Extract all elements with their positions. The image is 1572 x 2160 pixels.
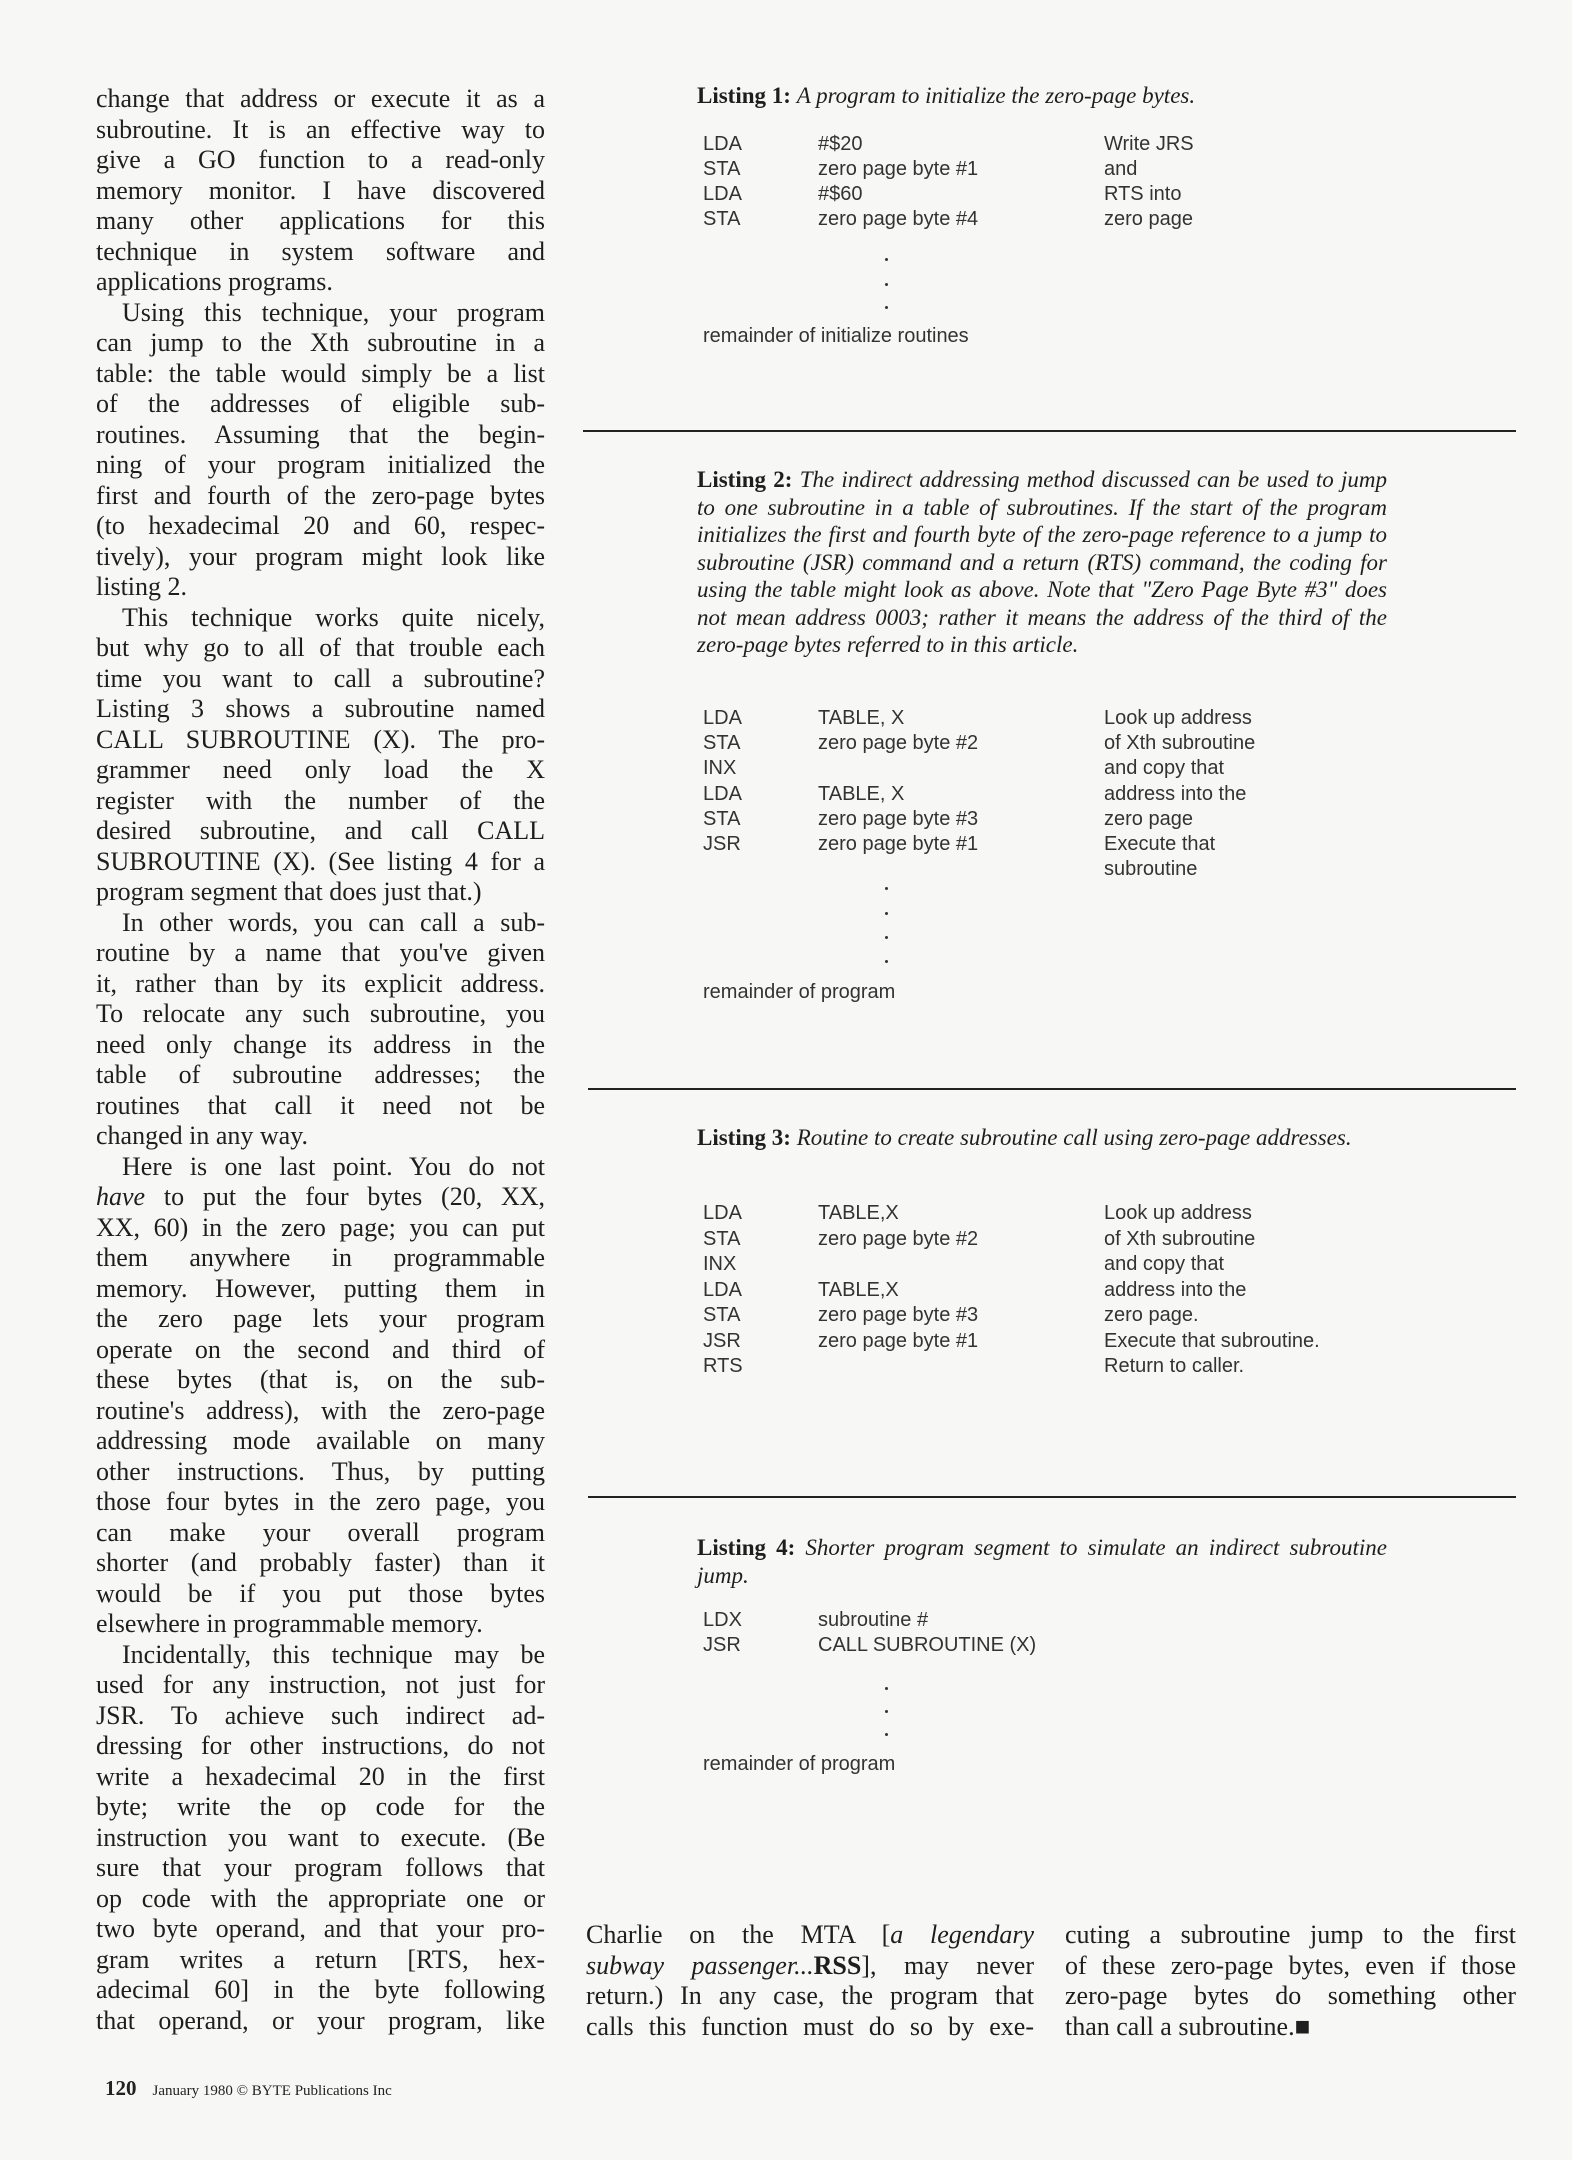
text-line	[96, 1579, 545, 1610]
text-segment: of these zero-page bytes, even if those	[1065, 1950, 1516, 1980]
ellipsis-dot	[885, 283, 888, 286]
text-segment: Charlie on the MTA [	[586, 1920, 891, 1949]
ellipsis-dot	[885, 960, 888, 963]
text-line	[96, 755, 545, 786]
code-comment: Return to caller.	[1104, 1355, 1245, 1377]
ellipsis-dot	[885, 912, 888, 915]
text-line	[96, 206, 545, 237]
bold-text: RSS	[813, 1950, 862, 1980]
text-line	[1065, 1951, 1516, 1982]
text-line	[96, 1762, 545, 1793]
text-segment: cuting a subroutine jump to the first	[1065, 1920, 1516, 1949]
text-line	[96, 908, 545, 939]
text-line	[96, 481, 545, 512]
code-mnemonic: STA	[703, 807, 741, 830]
text-line	[96, 725, 545, 756]
text-line	[96, 816, 545, 847]
divider-rule	[583, 430, 1516, 432]
text-segment: gram writes a return [RTS, hex-	[96, 1944, 545, 1974]
code-operand: #$20	[818, 133, 863, 155]
text-line	[96, 786, 545, 817]
text-line	[96, 664, 545, 695]
code-operand: TABLE, X	[818, 707, 905, 729]
code-comment: Write JRS	[1104, 133, 1194, 155]
text-segment: these bytes (that is, on the sub-	[96, 1365, 545, 1394]
text-line	[96, 1274, 545, 1305]
code-mnemonic: JSR	[703, 833, 741, 855]
text-segment: In other words, you can call a sub-	[122, 907, 545, 937]
text-line	[96, 1152, 545, 1183]
text-line	[1065, 1920, 1516, 1951]
text-segment: instruction you want to execute. (Be	[96, 1822, 545, 1852]
ellipsis-dot	[885, 258, 888, 261]
text-segment: Incidentally, this technique may be	[122, 1639, 545, 1669]
text-segment: can make your overall program	[96, 1517, 545, 1547]
text-line	[96, 359, 545, 390]
code-comment: address into the	[1104, 1278, 1247, 1301]
code-operand: zero page byte #4	[818, 208, 979, 230]
text-line	[96, 1701, 545, 1732]
text-line	[96, 1945, 545, 1976]
text-line	[96, 1396, 545, 1427]
copyright-credit: January 1980 © BYTE Publications Inc	[152, 2083, 392, 2099]
code-comment: address into the	[1104, 782, 1247, 805]
text-line	[586, 2012, 1034, 2043]
code-mnemonic: LDA	[703, 782, 742, 805]
page-number: 120	[105, 2076, 137, 2100]
text-line	[96, 450, 545, 481]
divider-rule	[588, 1088, 1516, 1090]
code-operand: #$60	[818, 183, 863, 205]
listing-caption-text: Routine to create subroutine call using zero-page addresses.	[796, 1125, 1352, 1150]
listing-remainder: remainder of program	[703, 1753, 896, 1775]
text-segment: two byte operand, and that your pro-	[96, 1914, 545, 1943]
text-segment: to put the four bytes (20, XX,	[145, 1182, 545, 1211]
ellipsis-dot	[885, 1733, 888, 1736]
listing-label: Listing 2:	[697, 467, 793, 492]
text-segment: them anywhere in programmable	[96, 1243, 545, 1272]
text-segment: those four bytes in the zero page, you	[96, 1487, 545, 1516]
text-segment: technique in system software and	[96, 236, 545, 266]
code-operand: CALL SUBROUTINE (X)	[818, 1634, 1037, 1656]
text-line	[96, 1091, 545, 1122]
text-line	[96, 511, 545, 542]
code-comment: subroutine	[1104, 858, 1198, 881]
text-segment: other instructions. Thus, by putting	[96, 1456, 545, 1486]
text-segment: write a hexadecimal 20 in the first	[96, 1761, 545, 1791]
text-line	[96, 1853, 545, 1884]
text-segment: used for any instruction, not just for	[96, 1670, 545, 1699]
text-segment: many other applications for this	[96, 206, 545, 235]
text-segment: can jump to the Xth subroutine in a	[96, 328, 545, 357]
text-line	[96, 1640, 545, 1671]
article-bottom-middle-column	[586, 1920, 1034, 2042]
text-segment: zero-page bytes do something other	[1065, 1981, 1516, 2010]
code-operand: zero page byte #2	[818, 732, 979, 755]
text-segment: grammer need only load the X	[96, 755, 545, 784]
text-segment: ning of your program initialized the	[96, 450, 545, 479]
text-line	[1065, 1981, 1516, 2012]
text-line	[96, 1609, 545, 1640]
code-comment: and	[1104, 158, 1138, 180]
code-mnemonic: JSR	[703, 1329, 741, 1352]
text-segment: give a GO function to a read-only	[96, 145, 545, 174]
code-operand: TABLE, X	[818, 782, 905, 805]
listing-remainder: remainder of program	[703, 981, 896, 1003]
text-line	[96, 298, 545, 329]
text-line	[96, 2006, 545, 2037]
code-operand: subroutine #	[818, 1609, 929, 1631]
code-comment: Execute that	[1104, 833, 1216, 855]
text-line	[586, 1920, 1034, 1951]
text-segment: This technique works quite nicely,	[122, 602, 545, 632]
text-segment: sure that your program follows that	[96, 1853, 545, 1882]
code-operand: zero page byte #2	[818, 1227, 979, 1250]
text-segment: changed in any way.	[96, 1121, 309, 1150]
text-line	[96, 1213, 545, 1244]
listing-caption	[697, 466, 1387, 659]
text-line	[96, 1548, 545, 1579]
text-segment: (to hexadecimal 20 and 60, respec-	[96, 511, 545, 540]
text-line	[96, 1030, 545, 1061]
article-left-column	[96, 84, 545, 2036]
text-line	[96, 176, 545, 207]
text-line	[96, 694, 545, 725]
text-segment: tively), your program might look like	[96, 541, 545, 571]
text-line	[96, 1914, 545, 1945]
text-line	[96, 999, 545, 1030]
text-segment: return.) In any case, the program that	[586, 1981, 1034, 2010]
code-mnemonic: LDA	[703, 1278, 742, 1301]
text-segment: To relocate any such subroutine, you	[96, 999, 545, 1028]
code-mnemonic: LDA	[703, 133, 742, 155]
text-line	[96, 84, 545, 115]
text-line	[96, 1518, 545, 1549]
text-segment: CALL SUBROUTINE (X). The pro-	[96, 724, 545, 754]
text-line	[96, 1731, 545, 1762]
text-segment: SUBROUTINE (X). (See listing 4 for a	[96, 846, 545, 876]
text-segment: of the addresses of eligible sub-	[96, 389, 545, 418]
listing-caption-text: A program to initialize the zero-page bytes.	[796, 83, 1196, 108]
text-segment: table: the table would simply be a list	[96, 358, 545, 388]
code-operand: TABLE,X	[818, 1202, 899, 1224]
text-line	[96, 115, 545, 146]
ellipsis-dot	[885, 887, 888, 890]
ellipsis-dot	[885, 1687, 888, 1690]
code-mnemonic: STA	[703, 1304, 741, 1326]
code-operand: zero page byte #1	[818, 833, 979, 855]
listing-label: Listing 4:	[697, 1535, 796, 1560]
text-segment: calls this function must do so by exe-	[586, 2011, 1034, 2041]
text-line	[96, 572, 545, 603]
code-comment: zero page	[1104, 807, 1193, 830]
text-line	[586, 1981, 1034, 2012]
text-segment: XX, 60) in the zero page; you can put	[96, 1212, 545, 1242]
text-line	[96, 145, 545, 176]
text-line	[1065, 2012, 1516, 2043]
listing-label: Listing 1:	[697, 83, 791, 108]
code-comment: of Xth subroutine	[1104, 732, 1256, 755]
text-line	[586, 1951, 1034, 1982]
text-segment: addressing mode available on many	[96, 1426, 545, 1455]
listing-caption	[697, 82, 1387, 110]
code-operand: zero page byte #1	[818, 158, 979, 180]
text-segment: adecimal 60] in the byte following	[96, 1975, 545, 2004]
text-line	[96, 1335, 545, 1366]
code-mnemonic: INX	[703, 1253, 737, 1275]
text-segment: change that address or execute it as a	[96, 84, 545, 113]
article-bottom-right-column	[1065, 1920, 1516, 2042]
text-line	[96, 603, 545, 634]
text-segment: would be if you put those bytes	[96, 1578, 545, 1608]
text-segment: that operand, or your program, like	[96, 2005, 545, 2035]
text-line	[96, 1243, 545, 1274]
text-line	[96, 847, 545, 878]
code-mnemonic: STA	[703, 1227, 741, 1250]
listing-label: Listing 3:	[697, 1125, 791, 1150]
text-line	[96, 1487, 545, 1518]
code-comment: and copy that	[1104, 757, 1225, 780]
text-line	[96, 969, 545, 1000]
code-mnemonic: LDA	[703, 707, 742, 729]
text-segment: desired subroutine, and call CALL	[96, 816, 545, 845]
text-segment: byte; write the op code for the	[96, 1792, 545, 1821]
text-segment: the zero page lets your program	[96, 1304, 545, 1333]
italic-text: a legendary	[890, 1920, 1034, 1949]
text-segment: but why go to all of that trouble each	[96, 633, 545, 662]
ellipsis-dot	[885, 1710, 888, 1713]
text-segment: subroutine. It is an effective way to	[96, 114, 545, 144]
code-comment: Look up address	[1104, 1202, 1252, 1224]
code-mnemonic: INX	[703, 757, 737, 780]
text-segment: register with the number of the	[96, 785, 545, 815]
text-segment: elsewhere in programmable memory.	[96, 1609, 483, 1638]
text-segment: op code with the appropriate one or	[96, 1883, 545, 1913]
page-footer	[105, 2076, 392, 2101]
text-segment: operate on the second and third of	[96, 1334, 545, 1364]
text-segment: it, rather than by its explicit address.	[96, 968, 545, 998]
text-line	[96, 542, 545, 573]
text-line	[96, 1884, 545, 1915]
text-line	[96, 938, 545, 969]
italic-text: have	[96, 1182, 146, 1211]
text-line	[96, 1121, 545, 1152]
code-mnemonic: RTS	[703, 1355, 743, 1377]
code-mnemonic: LDA	[703, 183, 742, 205]
text-segment: program segment that does just that.)	[96, 877, 482, 906]
code-mnemonic: STA	[703, 158, 741, 180]
text-line	[96, 1182, 545, 1213]
code-operand: zero page byte #3	[818, 807, 979, 830]
text-line	[96, 633, 545, 664]
text-line	[96, 1365, 545, 1396]
code-mnemonic: LDA	[703, 1202, 742, 1224]
listing-remainder: remainder of initialize routines	[703, 325, 969, 347]
code-mnemonic: STA	[703, 732, 741, 755]
text-segment: memory. However, putting them in	[96, 1273, 545, 1303]
code-comment: of Xth subroutine	[1104, 1227, 1256, 1250]
text-segment: Using this technique, your program	[122, 297, 545, 327]
text-line	[96, 1823, 545, 1854]
code-comment: zero page.	[1104, 1304, 1199, 1326]
code-operand: zero page byte #1	[818, 1329, 979, 1352]
text-segment: memory monitor. I have discovered	[96, 175, 545, 205]
text-segment: Listing 3 shows a subroutine named	[96, 694, 545, 723]
listing-caption	[697, 1534, 1387, 1589]
text-line	[96, 267, 545, 298]
text-line	[96, 237, 545, 268]
text-segment: routine by a name that you've given	[96, 938, 545, 967]
text-segment: applications programs.	[96, 267, 333, 296]
divider-rule	[588, 1496, 1516, 1498]
text-line	[96, 1060, 545, 1091]
code-operand: TABLE,X	[818, 1278, 899, 1301]
code-operand: zero page byte #3	[818, 1304, 979, 1326]
text-line	[96, 1792, 545, 1823]
code-mnemonic: LDX	[703, 1609, 742, 1631]
text-segment: routines. Assuming that the begin-	[96, 419, 545, 449]
italic-text: subway passenger...	[586, 1950, 814, 1980]
code-comment: RTS into	[1104, 183, 1182, 205]
text-segment: time you want to call a subroutine?	[96, 663, 545, 693]
code-comment: zero page	[1104, 208, 1193, 230]
text-line	[96, 389, 545, 420]
text-line	[96, 1457, 545, 1488]
code-mnemonic: JSR	[703, 1634, 741, 1656]
code-comment: and copy that	[1104, 1253, 1225, 1275]
text-line	[96, 877, 545, 908]
ellipsis-dot	[885, 306, 888, 309]
code-comment: Execute that subroutine.	[1104, 1329, 1320, 1352]
ellipsis-dot	[885, 936, 888, 939]
text-line	[96, 328, 545, 359]
listing-caption-text: Shorter program segment to simulate an indirect subroutine jump.	[697, 1535, 1388, 1588]
text-segment: dressing for other instructions, do not	[96, 1731, 545, 1760]
text-segment: table of subroutine addresses; the	[96, 1060, 545, 1089]
text-segment: ], may never	[861, 1950, 1034, 1980]
text-segment: JSR. To achieve such indirect ad-	[96, 1700, 545, 1730]
text-segment: routines that call it need not be	[96, 1090, 545, 1120]
text-line	[96, 1670, 545, 1701]
text-line	[96, 420, 545, 451]
text-segment: listing 2.	[96, 572, 188, 601]
text-segment: routine's address), with the zero-page	[96, 1395, 545, 1425]
text-line	[96, 1975, 545, 2006]
code-mnemonic: STA	[703, 208, 741, 230]
listing-caption-text: The indirect addressing method discussed can be used to jump to one subroutine in a table of subroutines. If the start of the program initializes the first and fourth byte of the zero-page reference to a jump to subroutine (JSR) command and a return (RTS) command, the coding for using the table might look as above. Note that "Zero Page Byte #3" does not mean address 0003; rather it means the address of the third of the zero-page bytes referred to in this article.	[697, 467, 1388, 657]
text-segment: first and fourth of the zero-page bytes	[96, 480, 545, 510]
text-line	[96, 1304, 545, 1335]
text-segment: than call a subroutine.■	[1065, 2011, 1311, 2041]
listing-caption	[697, 1124, 1387, 1152]
code-comment: Look up address	[1104, 707, 1252, 729]
text-segment: Here is one last point. You do not	[122, 1151, 545, 1181]
text-line	[96, 1426, 545, 1457]
text-segment: shorter (and probably faster) than it	[96, 1548, 545, 1577]
text-segment: need only change its address in the	[96, 1029, 545, 1059]
